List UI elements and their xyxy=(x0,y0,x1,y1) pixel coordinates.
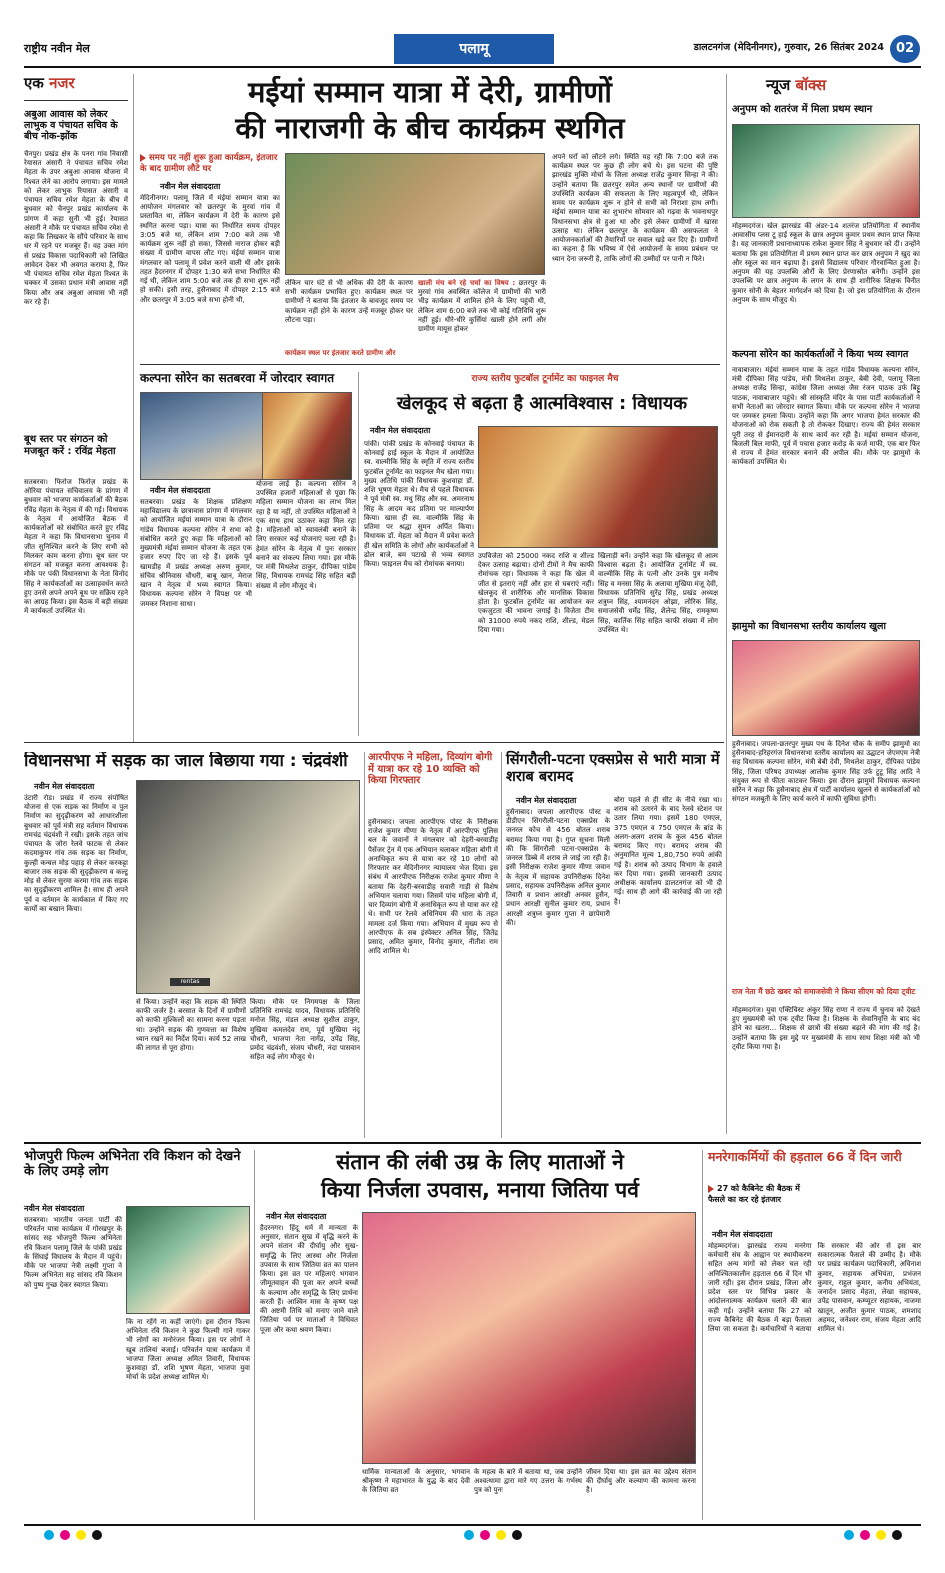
news-box-item3-body: हुसैनाबाद। जपला-छतरपुर मुख्य पथ के दिनेश चौक के समीप झामुमो का हुसैनाबाद-हरिहरगंज विधानसभा स्तरीय कार्यालय का उद्घाटन जेएमएम नेत्री सह विधायक कल्पना सोरेन, मंत्री बेबी देवी, मिथलेश ठाकुर, दीपिका पांडेय सिंह, जिला परिषद उपाध्यक्ष आलोक कुमार सिंह उर्फ टुटू सिंह आदि ने संयुक्त रूप से फीता काटकर किया। इस दौरान झामुमो विधायक कल्पना सोरेन ने कहा कि हुसैनाबाद क्षेत्र में पार्टी कार्यालय खुलने से कार्यकर्ताओं को संगठन मजबूती के लिए कार्य करने में काफी सुविधा होगी। xyxy=(732,740,920,804)
page-number: 02 xyxy=(890,35,920,63)
lead-kicker-text: समय पर नहीं शुरू हुआ कार्यक्रम, इंतजार के बाद ग्रामीण लौटे घर xyxy=(140,153,278,175)
lead-photo-caption2 xyxy=(418,279,546,349)
kalpana-photo-2 xyxy=(262,392,352,480)
news-box-item3-headline: झामुमो का विधानसभा स्तरीय कार्यालय खुला xyxy=(732,621,886,632)
lead-byline: नवीन मेल संवाददाता xyxy=(160,182,221,191)
news-box-label xyxy=(766,76,916,96)
football-col2: उपविजेता को 25000 नकद राशि व शील्ड देकर उत्साह बढ़ाया। दोनों टीमों ने मैच काफी रोमांचक रहा। विधायक ने कहा कि खेल में जीत से इतराएं नहीं और हार से घबराएं नहीं। खेलकूद से शारीरिक और मानसिक विकास होता है। फुटबॉल टूर्नामेंट का आयोजन कर एकजुटता की भावना जगाई है। विजेता टीम को 31000 रुपये नकद राशि, शील्ड, मेडल दिया गया। xyxy=(478,552,594,634)
mid-rule-1 xyxy=(24,742,724,743)
vidhansabha-col2: से किया। उन्होंने कहा कि सड़क की स्थिति काफी जर्जर है। बरसात के दिनों में ग्रामीणों को काफी मुश्किलों का सामना करना पड़ता था। उन्होंने सड़क की गुणवत्ता का विशेष ध्यान रखने का निर्देश दिया। कार्य 52 लाख की लागत से पूरा होगा। xyxy=(136,998,246,1053)
registration-dot-cyan xyxy=(44,1530,54,1540)
arpf-body: हुसैनाबाद। जपला आरपीएफ पोस्ट के निरीक्षक राजेश कुमार मीणा के नेतृत्व में आरपीएफ पुलिस बल के जवानों ने मंगलवार को देहरी-बरवाडीह पैसेंजर ट्रेन में एक अभियान चलाकर महिला बोगी में अनाधिकृत रूप से यात्रा कर रहे 10 लोगों को गिरफ्तार कर मेदिनीनगर न्यायालय भेज दिया। इस संबंध में आरपीएफ निरीक्षक राजेश कुमार मीणा ने बताया कि देहरी-बरवाडीह सवारी गाड़ी से विशेष अभियान चलाया गया। जिसमें पांच महिला बोगी में, चार दिव्यांग बोगी में अनाधिकृत रूप से यात्रा कर रहे थे। सभी पर रेलवे अधिनियम की धारा के तहत मामला दर्ज किया गया। अभियान में मुख्य रूप से आरपीएफ के सब इंस्पेक्टर अनिल सिंह, जितेंद्र प्रसाद, अमित कुमार, विनोद कुमार, नीतीश राम आदि शामिल थे। xyxy=(368,818,498,956)
manrega-kicker-text: 27 को कैबिनेट की बैठक में फैसले का कर रहे इंतजार xyxy=(708,1184,800,1204)
jitiya-col2: धार्मिक मान्यताओं के अनुसार, भगवान श्रीकृष्ण ने महाभारत के युद्ध के बाद देवी के जितिया व्रत xyxy=(362,1468,470,1495)
dateline: डालटनगंज (मेदिनीनगर), गुरुवार, 26 सितंबर 2024 xyxy=(693,42,884,53)
arpf-divider xyxy=(501,752,502,1138)
kalpana-col1: सतबरवा। प्रखंड के शिक्षक प्रशिक्षण महाविद्यालय के छात्रावास प्रांगण में मंगलवार को आयोजित मईयां सम्मान यात्रा के दौरान गांडेय विधायक कल्पना सोरेन ने सभा को संबोधित करते हुए कहा कि महिलाओं को मुख्यमंत्री मंईयां सम्मान योजना के तहत एक हजार रुपए दिए जा रहे हैं। इसके पूर्व खामडीह में प्रखंड अध्यक्ष अरुण कुमार, संचिव श्रीनिवास चौधरी, बाबू खान, मेराज खान ने नेतृत्व में भव्य स्वागत किया। विधायक कल्पना सोरेन ने विपक्ष पर भी जमकर निशाना साधा। xyxy=(140,498,252,608)
football-col3: खिलाड़ी बनें। उन्होंने कहा कि खेलकूद से आत्म विश्वास बढ़ता है। आयोजित टूर्नामेंट में स्व. वाल्मीकि सिंह के पत्नी और उनके पुत्र मनीष सिंह व मनसा सिंह के अलावा मुखिया मंजू देवी, विधायक प्रतिनिधि सुरेंद्र सिंह, प्रखंड अध्यक्ष शत्रुघ्न सिंह, श्यामनंदन ओझा, लोरिक सिंह, समाजसेवी धर्मेंद्र सिंह, शैलेन्द्र सिंह, रामकृष्ण सिंह, कार्तिक सिंह सहित काफी संख्या में लोग उपस्थित थे। xyxy=(598,552,718,634)
registration-dot-yellow-2 xyxy=(496,1530,506,1540)
registration-dot-yellow xyxy=(76,1530,86,1540)
bhojpuri-col2: कि ना रहेंगे ना कहीं जाएंगे। इस दौरान फिल्म अभिनेता रवि किशन ने कुछ फिल्मी गाने गाकर भी लोगों का मनोरंजन किया। इस पर लोगों ने खूब तालियां बजाई। परिवर्तन यात्रा कार्यक्रम में भाजपा जिला अध्यक्ष अमित तिवारी, विधायक कुशवाहा डॉ. शशि भूषण मेहता, भाजपा युवा मोर्चा के प्रदेश अध्यक्ष शामिल थे। xyxy=(126,1318,250,1382)
vidhansabha-photo-tag: rentas xyxy=(170,978,210,986)
ek-nazar-item2-body: सतबरवा। फिरोज फिरोज़ प्रखंड के ओरिया पंचायत सचिवालय के प्रांगण में बुधवार को भाजपा कार्यकर्ताओं की बैठक रविंद्र मेहता के नेतृत्व में की गई। विधायक के नेतृत्व में आयोजित बैठक में कार्यकर्ताओं को संबोधित करते हुए रविंद्र मेहता ने कहा कि विधानसभा चुनाव में जीत सुनिश्चित करने के लिए सभी को मिलकर काम करना होगा। बूथ स्तर पर संगठन को मजबूत करना आवश्यक है। मौके पर पंकी विधानसभा के नेता विनोद सिंह ने कार्यकर्ताओं का उत्साहवर्धन करते हुए उनसे अपने अपने बूथ पर सक्रिय रहने का आग्रह किया। इस बैठक में बड़ी संख्या में कार्यकर्ता उपस्थित थे। xyxy=(24,478,128,616)
lead-kicker xyxy=(140,153,280,175)
bhojpuri-headline: भोजपुरी फिल्म अभिनेता रवि किशन को देखने के लिए उमड़े लोग xyxy=(24,1149,241,1179)
football-byline: नवीन मेल संवाददाता xyxy=(370,426,431,435)
singrauli-col2: बोरा पहले से ही सीट के नीचे रखा था। शराब को उतारने के बाद रेलवे स्टेशन पर उतार लिया गया। इसमें 180 एमएल, 375 एमएल व 750 एमएल के ब्रांड के अलग-अलग शराब के कुल 456 बोतल बरामद किए गए। बरामद शराब की अनुमानित मूल्य 1,80,750 रुपये आंकी गई है। शराब को उत्पाद विभाग के हवाले कर दिया गया। इसकी जानकारी उत्पाद अधीक्षक कार्यालय डालटनगंज को भी दी गई। साथ ही आगे की कार्रवाई की जा रही है। xyxy=(614,796,722,906)
lead-photo-caption2-head: खाली मंच बने रहे चर्चा का विषय : xyxy=(418,279,516,287)
jitiya-byline: नवीन मेल संवाददाता xyxy=(266,1212,327,1221)
vidhansabha-byline: नवीन मेल संवाददाता xyxy=(34,782,95,791)
manrega-body: मोहम्मदगंज। झारखंड राज्य मनरेगा कर्मचारी संघ के आह्वान पर स्थायीकरण सहित अन्य मांगों को लेकर चल रही अनिश्चितकालीन हड़ताल 66 वें दिन भी जारी रही। इस दौरान प्रखंड, जिला और प्रदेश स्तर पर विभिन्न प्रकार के आंदोलनात्मक कार्यक्रम चलाने की बात कही गई। उन्होंने बताया कि 27 को राज्य कैबिनेट की बैठक में बड़ा फैसला लिया जा सकता है। कर्मचारियों ने बताया कि सरकार की ओर से इस बार सकारात्मक फैसले की उम्मीद है। मौके पर प्रखंड कार्यक्रम पदाधिकारी, अविनाश कुमार, सहायक अभियंता, प्रभंजन कुमार, राहुल कुमार, कनीय अभियंता, जनार्दन प्रसाद मेहता, लेखा सहायक, उपेंद्र पासवान, कम्प्यूटर सहायक, नाजमा खातून, अजीत कुमार पाठक, शमशाद अहमद, जनेश्वर राम, संजय मेहता आदि शामिल थे। xyxy=(708,1242,921,1334)
masthead xyxy=(24,34,921,64)
masthead-rule xyxy=(24,66,921,68)
news-box-photo1 xyxy=(732,124,920,218)
registration-dot-cyan-2 xyxy=(464,1530,474,1540)
news-box-label-b: बॉक्स xyxy=(795,76,827,94)
jitiya-col3: के महत्व के बारे में बताया था, जब उन्होंने अश्वत्थामा द्वारा मारे गए उत्तरा के गर्भस्थ पुत्र को पुनः xyxy=(474,1468,582,1495)
jitiya-col1: हैदरनगर। हिंदू धर्म में मान्यता के अनुसार, संतान सुख में वृद्धि करने के अपने संतान की दीर्घायु और सुख-समृद्धि के लिए आस्था और निर्जला उपवास के साथ जितिया व्रत का पालन किया। इस व्रत पर महिलाएं भगवान जीमूतवाहन की पूजा कर अपने बच्चों के कल्याण और समृद्धि के लिए प्रार्थना करती हैं। आश्विन मास के कृष्ण पक्ष की अष्टमी तिथि को मनाए जाने वाले जितिया पर्व पर माताओं ने विधिवत पूजा और कथा श्रवण किया। xyxy=(260,1224,358,1334)
footer-rule xyxy=(24,1524,921,1526)
jitiya-col4: जीवन दिया था। इस व्रत का उद्देश्य संतान की दीर्घायु और कल्याण की कामना करना है। xyxy=(586,1468,696,1495)
column-divider xyxy=(133,74,134,742)
lead-headline-line2: की नाराजगी के बीच कार्यक्रम स्थगित xyxy=(235,112,625,145)
bhojpuri-byline: नवीन मेल संवाददाता xyxy=(24,1204,85,1213)
football-headline: खेलकूद से बढ़ता है आत्मविश्वास : विधायक xyxy=(396,394,688,414)
jitiya-headline-line1: संतान की लंबी उम्र के लिए माताओं ने xyxy=(336,1150,624,1174)
manrega-headline: मनरेगाकर्मियों की हड़ताल 66 वें दिन जारी xyxy=(708,1149,902,1164)
lead-photo xyxy=(285,153,545,275)
singrauli-byline: नवीन मेल संवाददाता xyxy=(516,796,577,805)
vidhansabha-photo xyxy=(136,780,360,994)
registration-dot-black-2 xyxy=(512,1530,522,1540)
kalpana-byline: नवीन मेल संवाददाता xyxy=(150,486,211,495)
news-box-photo3 xyxy=(732,640,920,736)
lead-col1: मेदिनीनगर। पलामू जिले में मंईयां सम्मान यात्रा का आयोजन मंगलवार को छतरपुर के मुरवां गांव में प्रस्तावित था, लेकिन कार्यक्रम में देरी के कारण इसे स्थगित करना पड़ा। यात्रा का निर्धारित समय दोपहर 3:05 बजे था, लेकिन शाम 7:00 बजे तक भी कार्यक्रम शुरू नहीं हो सका, जिससे नाराज होकर बड़ी संख्या में ग्रामीण वापस लौट गए। मंईयां सम्मान यात्रा मंगलवार को पलामू में प्रवेश करने वाली थी और इसके तहत हैदरनगर में दोपहर 1:30 बजे सभा निर्धारित की गई थी, लेकिन शाम 5:00 बजे तक ही सभा शुरू नहीं हो सकी। इसी तरह, हुसैनाबाद में दोपहर 2:15 बजे और छतरपुर में 3:05 बजे सभा होनी थी, xyxy=(140,194,280,304)
manrega-byline: नवीन मेल संवाददाता xyxy=(712,1230,773,1239)
lead-photo-caption1: कार्यक्रम स्थल पर इंतजार करते ग्रामीण और xyxy=(285,349,396,357)
jitiya-photo xyxy=(362,1212,696,1464)
arpf-headline: आरपीएफ ने महिला, दिव्यांग बोगी में यात्रा कर रहे 10 व्यक्ति को किया गिरफ्तार xyxy=(368,752,493,786)
news-box-item4-body: मोहम्मदगंज। युवा एक्टिविस्ट अंकुर सिंह राणा ने राज्य में चुनाव को देखते हुए मुख्यमंत्री को एक ट्वीट किया है। शिक्षक के सेवानिवृत्ति के बाद बंद होने का खतरा... शिक्षक से छात्रों की संख्या बढ़ाने की मांग की गई है। उन्होंने बताया कि इस मुद्दे पर मुख्यमंत्री के साथ साथ शिक्षा मंत्री को भी ट्वीट किया गया है। xyxy=(732,1006,920,1051)
ek-nazar-rule xyxy=(24,100,128,101)
mid-rule-2 xyxy=(24,1142,921,1144)
football-col1: पांकी। पांकी प्रखंड के कोनवाई पंचायत के कोनवाई हाई स्कूल के मैदान में आयोजित स्व. वाल्मीकि सिंह के स्मृति में राज्य स्तरीय फुटबॉल टूर्नामेंट का फाइनल मैच खेला गया। मुख्य अतिथि पांकी विधायक कुशवाहा डॉ. शशि भूषण मेहता थे। मैच से पहले विधायक ने पूर्व मंत्री स्व. मधु सिंह और स्व. अमरनाथ सिंह के आदम कद प्रतिमा पर माल्यार्पण किया। खास ही स्व. वाल्मीकि सिंह के प्रतिमा पर श्रद्धा सुमन अर्पित किया। विधायक डॉ. मेहता को मैदान में प्रवेश करते ही खेल समिति के लोगों और कार्यकर्ताओं ने ढोल बाजे, बम पटाखे से भव्य स्वागत किया। फाइनल मैच को रोमांचक बनाया। xyxy=(364,440,474,569)
ek-nazar-item1-headline: अबुआ आवास को लेकर लाभुक व पंचायत सचिव के बीच नोक-झोंक xyxy=(24,109,118,142)
manrega-arrow-icon xyxy=(708,1185,714,1193)
news-box-item4-headline: राज नेता मैं छठे खबर को समाजसेवी ने किया सीएम को दिया ट्वीट xyxy=(732,987,916,996)
vidhansabha-col1: उंटारी रोड। प्रखंड में राज्य संपोषित योजना से एक सड़क का निर्माण व पुल निर्माण का सुदृढ़ीकरण को आधारशीला बुधवार को पूर्व मंत्री सह वर्तमान विधायक रामचंद्र चंद्रवंशी ने रखी। इसके तहत जांच पंचायत के जोरा रेलवे फाटक से लेकर कदमाकुपर गांव तक सड़क का निर्माण, कुल्ही कन्वल मोड़ पहाड़ से लेकर करकट्टा बाजार तक सड़क की सुदृढ़ीकरण व कल्टू मोड़ से लेकर सुरमा करमा गांव तक सड़क का सुदृढ़ीकरण शामिल है। साथ ही अपने पूर्व व वर्तमान के कार्यकाल में किए गए कार्यों का बखान किया। xyxy=(24,794,128,913)
bhojpuri-photo xyxy=(126,1206,250,1314)
registration-dot-magenta-2 xyxy=(480,1530,490,1540)
registration-dot-black xyxy=(92,1530,102,1540)
lead-photo-caption2-text: छतरपुर के मुरवां गांव अवस्थित कॉलेज में ग्रामीणों की भारी भीड़ कार्यक्रम में शामिल होने के लिए पहुंची थी, लेकिन शाम 6:00 बजे तक भी कोई गतिविधि शुरू नहीं हुई। धीरे-धीरे कुर्सियां खाली होने लगीं और ग्रामीण मायूस होकर xyxy=(418,279,546,334)
news-box-item1-body: मोहम्मदगंज। खेल झारखंड की अंडर-14 शतरंज प्रतियोगिता में स्थानीय आवासीय प्लस टू हाई स्कूल के छात्र अनुपम कुमार प्रथम स्थान प्राप्त किया है। यह जानकारी प्रधानाध्यापक राकेश कुमार सिंह ने बुधवार को दी। उन्होंने बताया कि इस प्रतियोगिता में प्रथम स्थान प्राप्त कर छात्र अनुपम ने खुद का और स्कूल का मान बढ़ाया है। इससे विद्यालय परिवार गौरवान्वित हुआ है। अनुपम की यह उपलब्धि और्रों के लिए प्रेरणास्रोत बनेगी। उन्होंने इस उपलब्धि पर छात्र अनुपम के लगन के साथ ही शारीरिक शिक्षक विनीत कुमार सोनी के बेहतर मार्गदर्शन को दिया है। जो इस प्रतियोगिता के दौरान अनुपम के साथ मौजूद थे। xyxy=(732,222,920,304)
kalpana-headline: कल्पना सोरेन का सतबरवा में जोरदार स्वागत xyxy=(140,371,335,385)
manrega-kicker xyxy=(708,1184,818,1205)
kalpana-col2: योजना लाई है। कल्पना सोरेन ने उपस्थित हजारों महिलाओं से पूछा कि महिला सम्मान योजना का लाभ मिल रहा है या नहीं, तो उपस्थित महिलाओं ने एक साथ हाथ उठाकर कहा मिल रहा है। महिलाओं को स्वावलंबी बनाने के लिए सरकार कई योजनाएं चला रही है। हेमंत सोरेन के नेतृत्व में पुनः सरकार बनाने का संकल्प लिया गया। इस मौके पर मंत्री मिथलेश ठाकुर, दीपिका पांडेय सिंह, विधायक रामचंद्र सिंह सहित बड़ी संख्या में लोग मौजूद थे। xyxy=(256,480,356,590)
vidhansabha-divider xyxy=(364,752,365,1138)
jitiya-divider xyxy=(702,1150,703,1520)
kicker-arrow-icon xyxy=(140,154,146,162)
ek-nazar-label-a: एक xyxy=(24,74,44,92)
jitiya-headline-line2: किया निर्जला उपवास, मनाया जितिया पर्व xyxy=(321,1178,639,1202)
lead-col2: लेकिन चार घंटे से भी अधिक की देरी के कारण सभी कार्यक्रम प्रभावित हुए। कार्यक्रम स्थल पर ग्रामीणों ने बताया कि इंतजार के बावजूद समय पर कार्यक्रम नहीं होने के कारण उन्हें मजबूर होकर घर लौटना पड़ा। xyxy=(285,279,413,324)
registration-dot-magenta-3 xyxy=(860,1530,870,1540)
football-photo xyxy=(478,426,718,548)
paper-name: राष्ट्रीय नवीन मेल xyxy=(24,42,90,55)
football-kicker: राज्य स्तरीय फुटबॉल टूर्नामेंट का फाइनल मैच xyxy=(471,374,619,384)
bhojpuri-col1: सतबरवा। भारतीय जनता पार्टी की परिवर्तन यात्रा कार्यक्रम में गोरखपुर के सांसद सह भोजपुरी फिल्म अभिनेता रवि किशन पलामू जिले के पांकी प्रखंड के सिंघाई विघालय के मैदान में पहुंचे। मौके पर भाजपा नेत्री लक्ष्मी गुप्ता ने फिल्म अभिनेता सह सांसद रवि किशन को पुष्प गुच्छ देकर स्वागत किया। xyxy=(24,1216,122,1289)
kalpana-divider xyxy=(358,372,359,736)
lead-col3: अपने घरों को लौटने लगे। स्थिति यह रही कि 7:00 बजे तक कार्यक्रम स्थल पर कुछ ही लोग बचे थे। इस घटना की पुष्टि झारखंड मुक्ति मोर्चा के जिला अध्यक्ष राजेंद्र कुमार सिन्हा ने की। उन्होंने बताया कि छतरपुर समेत अन्य स्थानों पर ग्रामीणों की उपस्थिति कार्यक्रम की सफलता के लिए महत्वपूर्ण थी, लेकिन समय पर कार्यक्रम शुरू न होने से सभी को निराशा हाथ लगी। मंईयां सम्मान यात्रा का शुभारंभ सोमवार को गढ़वा के भवनाथपुर विधानसभा क्षेत्र से हुआ था और इसे लेकर ग्रामीणों में खासा उत्साह था। लेकिन छतरपुर के कार्यक्रम की असफलता ने आयोजनकर्ताओं की तैयारियों पर सवाल खड़े कर दिए हैं। ग्रामीणों का कहना है कि भविष्य में ऐसे आयोजनों के समय प्रबंधन पर ध्यान देना जरूरी है, ताकि लोगों की उम्मीदों पर पानी न फिरे। xyxy=(552,153,718,263)
ek-nazar-item1-body: चैनपुर। प्रखंड क्षेत्र के पनरा गांव निवासी रेयासत अंसारी ने पंचायत सचिव रमेश मेहता के उपर अबुआ आवास योजना में रिश्वत लेने का आरोप लगाया। इस मामले को लेकर लाभुक रियासत अंसारी व पंचायत सचिव रमेश मेहता के बीच में बुधवार को चैनपुर प्रखंड कार्यालय के प्रांगण में कहा सुनी भी हुई। रेयासत अंसारी ने मौके पर पंचायत सचिव रमेश से कहा कि लिखकर के सौंपे परिवार के साथ धर में रहने पर मजबूर हैं। वह उक्त मांग से प्रखंड विकास पदाधिकारी को लिखित आवेदन देकर भी अवगत कराया है, फिर भी पंचायत सचिव रमेश मेहता रिश्वत के चक्कर में उसका प्रधान मंत्री आवास नहीं किया और अब अबुआ आवास भी नहीं कर रहे हैं। xyxy=(24,150,128,306)
footer-registration-bar xyxy=(24,1530,921,1542)
registration-dot-magenta xyxy=(60,1530,70,1540)
news-box-item1-headline: अनुपम को शतरंज में मिला प्रथम स्थान xyxy=(732,104,873,115)
vidhansabha-headline: विधानसभा में सड़क का जाल बिछाया गया : चंद्रवंशी xyxy=(24,752,348,771)
registration-dot-yellow-3 xyxy=(876,1530,886,1540)
lead-headline-line1: मईयां सम्मान यात्रा में देरी, ग्रामीणों xyxy=(248,76,612,109)
ek-nazar-label-b: नजर xyxy=(49,74,75,92)
lead-bottom-rule xyxy=(140,364,720,365)
vidhansabha-col3: किया। मौके पर निगमपक्ष के जिला प्रतिनिधि रामचंद्र यादव, विधायक प्रतिनिधि मनोज सिंह, मंडल अध्यक्ष सुशील ठाकुर, मुखिया कमलदेव राम, पूर्व मुखिया नंदू चौधरी, भाजपा नेता नागेंद्र, उपेंद्र सिंह, प्रमोद चंद्रवंशी, संजय चौधरी, नंदा पासवान सहित कई लोग मौजूद थे। xyxy=(250,998,360,1062)
news-box-item2-body: नावाबाजार। मंईयां सम्मान यात्रा के तहत गांडेय विधायक कल्पना सोरेन, मंत्री दीपिका सिंह पांडेय, मंत्री मिथलेश ठाकुर, बेबी देवी, पलामू जिला अध्यक्ष राजेंद्र सिन्हा, कांग्रेस जिला अध्यक्ष जैस रंजन पाठक उर्फ बिट्टू पाठक, नावाबाजार पहुंचे। श्री सांस्कृति मंदिर के पास पार्टी कार्यकर्ताओं ने सभी नेताओं का जोरदार स्वागत किया। मौके पर कल्पना सोरेन ने भाजपा पर जमकर हमला किया। उन्होंने कहा कि अगर भाजपा हेमंत सरकार की योजनाओं को रोक सकती है तो रोककर दिखाए। राज्य की हेमंत सरकार पूरी तरह से ईमानदारी के साथ कार्य कर रही है। मईयां सम्मान योजना, बिजली बिल माफी, पूर्व में पचास हजार करोड़ के कर्ज माफी, एक बार फिर से राज्य में हेमंत सरकार बनाने की अपील की। मौके पर झामुमो के कार्यकर्ता उपस्थित थे। xyxy=(732,366,920,467)
singrauli-headline: सिंगरौली-पटना एक्सप्रेस से भारी मात्रा में शराब बरामद xyxy=(506,752,720,785)
news-box-divider xyxy=(726,74,727,1134)
singrauli-col1: हुसैनाबाद। जपला आरपीएफ पोस्ट व डीडीएन सिंगरौली-पटना एक्सप्रेस के जनरल कोच से 456 बोतल शराब बरामद किया गया है। गुप्त सूचना मिली की कि सिंगरौली पटना-एक्सप्रेस के जनरल डिब्बे में शराब ले जाई जा रही है। इसी निरीक्षक राजेश कुमार मीणा जवान के नेतृत्व में सहायक उपनिरीक्षक दिनेश प्रसाद, सहायक उपनिरीक्षक अनिल कुमार तिवारी व प्रधान आरक्षी अनवर हुसैन, प्रधान आरक्षी सुनील कुमार राय, प्रधान आरक्षी शत्रुघ्न कुमार गुप्ता ने छापेमारी की। xyxy=(506,808,610,927)
ek-nazar-item2-headline: बूथ स्तर पर संगठन को मजबूत करें : रविंद्र मेहता xyxy=(24,434,116,457)
ek-nazar-label xyxy=(24,74,128,98)
bhojpuri-divider xyxy=(254,1150,255,1520)
registration-dot-cyan-3 xyxy=(844,1530,854,1540)
news-box-label-a: न्यूज xyxy=(766,76,791,94)
registration-dot-black-3 xyxy=(892,1530,902,1540)
section-label: पलामू xyxy=(394,34,554,64)
news-box-item2-headline: कल्पना सोरेन का कार्यकर्ताओं ने किया भव्य स्वागत xyxy=(732,349,909,360)
